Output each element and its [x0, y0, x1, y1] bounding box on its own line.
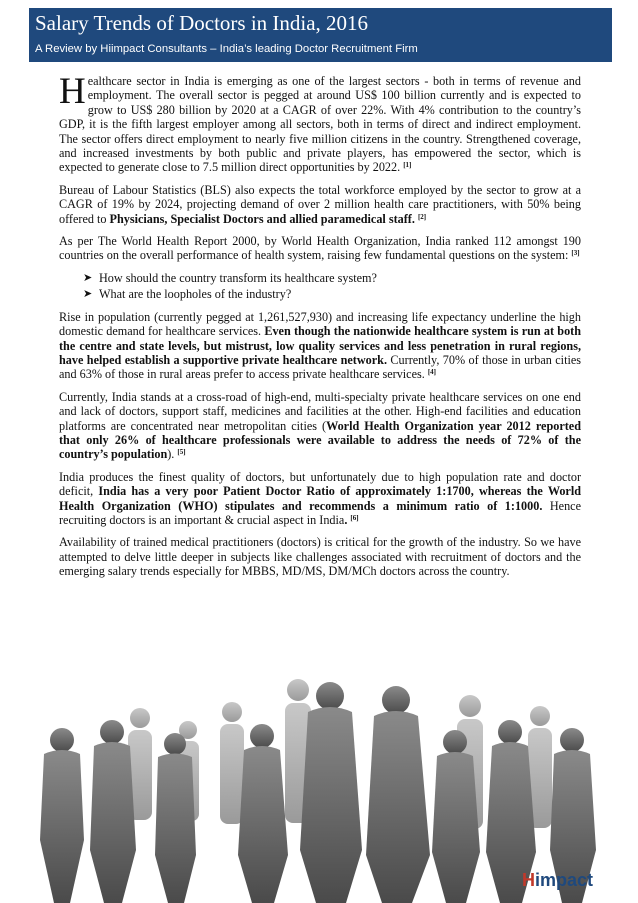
paragraph-text: Rise in population (currently pegged at 1,261,527,930) and increasing life expectancy underline the high domestic demand for healthcare services. [59, 309, 581, 339]
question-list [59, 271, 581, 302]
paragraph-doctor-ratio [59, 470, 581, 528]
paragraph-text: Hence recruiting doctors is an important & crucial aspect in India [59, 498, 581, 527]
paragraph-who-report [59, 234, 581, 263]
paragraph-bold-text: India has a very poor Patient Doctor Ratio of approximately 1:1700, whereas the World Health Organization (WHO) stipulates and recommends a minimum ratio of 1:1000. [59, 484, 581, 513]
reference-marker: [6] [350, 513, 359, 522]
paragraph-population [59, 310, 581, 382]
paragraph-availability [59, 535, 581, 578]
paragraph-intro [59, 71, 581, 175]
list-item-text: What are the loopholes of the industry? [99, 287, 292, 302]
list-item [83, 271, 581, 285]
title-banner [29, 8, 612, 62]
logo-text: impact [535, 870, 594, 890]
foreground-people [40, 682, 596, 903]
paragraph-text: Currently, India stands at a cross-road of high-end, multi-specialty private healthcare services on one end and lack of doctors, support staff, medicines and facilities at the other. High-end facilities and education platforms are concentrated near metropolitan cities ( [59, 389, 581, 433]
arrow-bullet-icon: ➤ [83, 271, 93, 284]
logo-prefix: H [522, 870, 535, 890]
reference-marker: [4] [427, 368, 437, 377]
paragraph-text: As per The World Health Report 2000, by World Health Organization, India ranked 112 amongst 190 countries on the overall performance of health system, raising few fundamental questions on the system: [59, 234, 581, 263]
paragraph-text: Bureau of Labour Statistics (BLS) also expects the total workforce employed by the sector to grow at a CAGR of 19% by 2024, projecting demand of over 2 million health care practitioners, with 50% being offered to [59, 182, 581, 226]
paragraph-bls [59, 183, 581, 226]
list-item [83, 287, 581, 301]
paragraph-bold-text: Physicians, Specialist Doctors and allied paramedical staff. [109, 211, 415, 226]
paragraph-text: Currently, 70% of those in urban cities and 63% of those in rural areas prefer to access private healthcare services. [59, 352, 581, 382]
document-title: Salary Trends of Doctors in India, 2016 [35, 11, 369, 35]
paragraph-bold-text: Even though the nationwide healthcare system is run at both the centre and state levels, but mistrust, low quality services and less penetration in rural regions, have helped establish a supportive private healthcare network. [59, 324, 581, 367]
reference-marker: [2] [417, 212, 427, 221]
reference-marker: [1] [403, 161, 412, 170]
paragraph-crossroad [59, 390, 581, 462]
paragraph-bold-text: World Health Organization year 2012 reported that only 26% of healthcare professionals were available to address the needs of 72% of the country’s population [59, 418, 581, 462]
list-item-text: How should the country transform its healthcare system? [99, 270, 377, 285]
doctors-silhouette-illustration [0, 640, 638, 903]
article-body [59, 71, 581, 587]
reference-marker: [5] [177, 448, 186, 457]
document-subtitle: A Review by Hiimpact Consultants – India’s leading Doctor Recruitment Firm [35, 43, 418, 55]
drop-cap: H [59, 71, 86, 112]
reference-marker: [3] [571, 249, 580, 258]
paragraph-text: ). [167, 447, 175, 462]
paragraph-text: ealthcare sector in India is emerging as one of the largest sectors - both in terms of revenue and employment. The overall sector is pegged at around US$ 100 billion currently and is expected to grow to US$ 280 billion by 2020 at a CAGR of over 22%. With 4% contribution to the country’s GDP, it is the fifth largest employer among all sectors, both in terms of direct and indirect employment. The sector offers direct employment to nearly five million citizens in the country. Strengthened coverage, and increased investments by both public and private players, has empowered the sector, which is expected to generate close to 7.5 million direct opportunities by 2022. [59, 74, 581, 175]
himpact-logo [522, 870, 593, 891]
paragraph-text: Availability of trained medical practitioners (doctors) is critical for the growth of the industry. So we have attempted to delve little deeper in subjects like challenges associated with recruitment of doctors and the emerging salary trends especially for MBBS, MD/MS, DM/MCh doctors across the country. [59, 535, 581, 579]
paragraph-bold-text: . [344, 512, 348, 527]
paragraph-text: India produces the finest quality of doctors, but unfortunately due to high population rate and doctor deficit, [59, 469, 581, 499]
arrow-bullet-icon: ➤ [83, 288, 93, 301]
